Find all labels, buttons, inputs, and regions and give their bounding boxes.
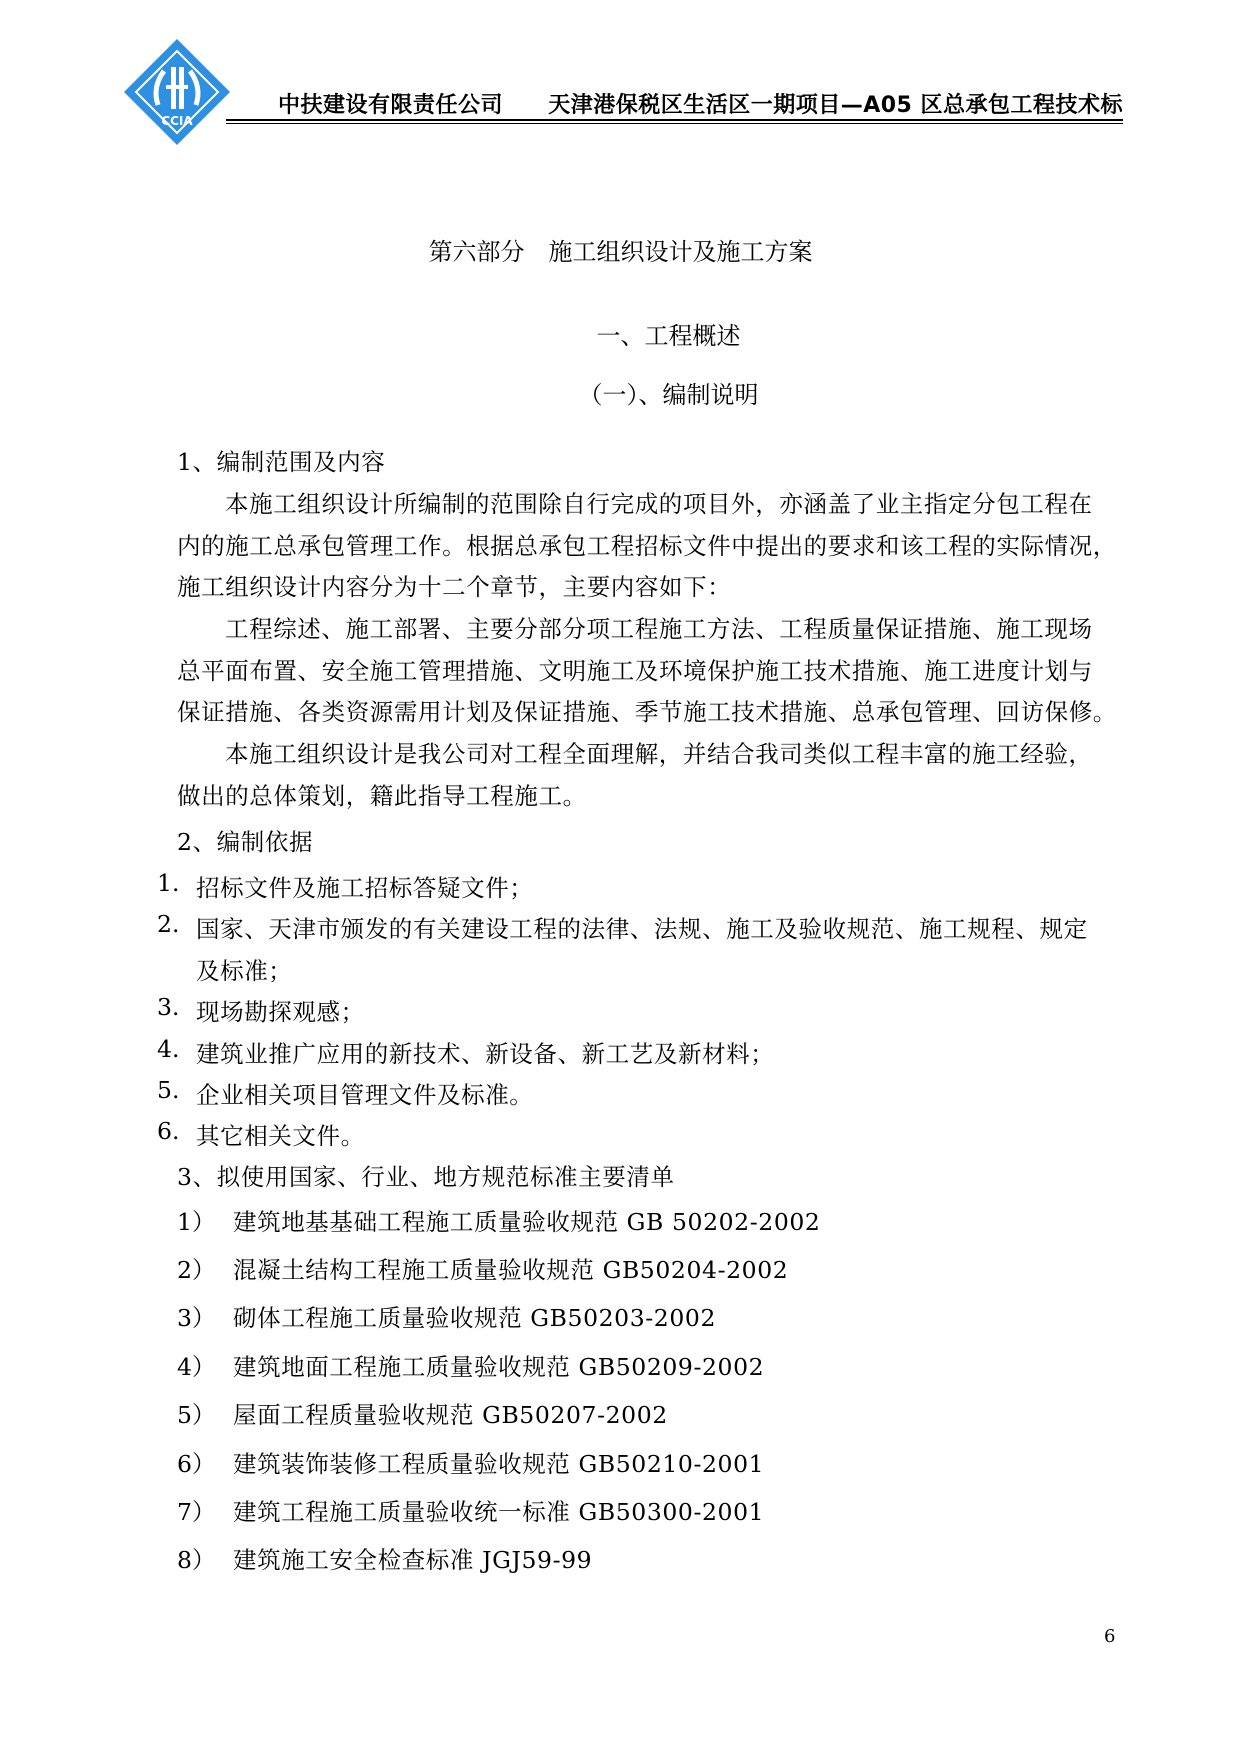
s2-item-text: 招标文件及施工招标答疑文件； [196,874,534,902]
s2-item-text: 建筑业推广应用的新技术、新设备、新工艺及新材料； [196,1040,775,1068]
s2-item-number: 1. [157,869,180,897]
paragraph-line: 保证措施、各类资源需用计划及保证措施、季节施工技术措施、总承包管理、回访保修。 [177,698,1117,726]
s3-item-number: 1） [177,1208,216,1236]
s2-item-text: 现场勘探观感； [196,998,365,1026]
s1-paragraph-1 [177,484,1117,609]
paragraph-line: 总平面布置、安全施工管理措施、文明施工及环境保护施工技术措施、施工进度计划与 [177,656,1093,685]
header-rule [226,119,1123,121]
paragraph-line: 本施工组织设计所编制的范围除自行完成的项目外，亦涵盖了业主指定分包工程在 [225,490,1093,518]
s2-item-text: 企业相关项目管理文件及标准。 [196,1081,534,1109]
paragraph-line: 工程综述、施工部署、主要分部分项工程施工方法、工程质量保证措施、施工现场 [225,615,1093,643]
s3-heading: 3、拟使用国家、行业、地方规范标准主要清单 [177,1163,675,1191]
s3-item-text: 混凝土结构工程施工质量验收规范 GB50204-2002 [233,1256,789,1284]
paragraph-line: 做出的总体策划，籍此指导工程施工。 [177,781,587,810]
s3-item-text: 建筑施工安全检查标准 JGJ59-99 [233,1546,593,1574]
s2-item-text: 其它相关文件。 [196,1122,365,1150]
header-rule-thin [226,123,1123,124]
s3-item-number: 2） [177,1256,216,1284]
s1-paragraph-2 [177,609,1117,734]
paragraph-line: 内的施工总承包管理工作。根据总承包工程招标文件中提出的要求和该工程的实际情况， [177,531,1117,560]
company-logo [122,37,232,152]
s2-item-number: 6. [157,1117,180,1145]
s3-item-text: 屋面工程质量验收规范 GB50207-2002 [233,1401,668,1429]
s3-item-text: 建筑地面工程施工质量验收规范 GB50209-2002 [233,1353,765,1381]
header-company: 中扶建设有限责任公司 [278,93,504,118]
s2-item-number: 4. [157,1035,180,1063]
s3-item-number: 5） [177,1401,216,1429]
s1-paragraph-3 [177,734,1093,817]
s3-item-text: 砌体工程施工质量验收规范 GB50203-2002 [233,1304,717,1332]
paragraph-line: 本施工组织设计是我公司对工程全面理解，并结合我司类似工程丰富的施工经验， [225,740,1093,768]
s3-item-number: 6） [177,1450,216,1478]
s2-heading: 2、编制依据 [177,828,314,856]
s3-item-number: 8） [177,1546,216,1574]
chapter-title: 一、工程概述 [596,322,741,350]
s2-item-text: 国家、天津市颁发的有关建设工程的法律、法规、施工及验收规范、施工规程、规定 [196,915,1088,943]
s3-item-number: 3） [177,1304,216,1332]
s3-item-text: 建筑工程施工质量验收统一标准 GB50300-2001 [233,1498,765,1526]
part-title: 第六部分 施工组织设计及施工方案 [428,238,813,266]
s2-item-number: 5. [157,1076,180,1104]
section-title: （一）、编制说明 [578,381,759,409]
page-number: 6 [1104,1626,1116,1647]
s3-item-number: 7） [177,1498,216,1526]
s3-item-text: 建筑地基基础工程施工质量验收规范 GB 50202-2002 [233,1208,821,1236]
s3-item-number: 4） [177,1353,216,1381]
s2-item-number: 3. [157,993,180,1021]
paragraph-line: 施工组织设计内容分为十二个章节，主要内容如下： [177,573,732,601]
s2-item-number: 2. [157,910,180,938]
logo-text: CCIA [161,114,193,128]
s3-item-text: 建筑装饰装修工程质量验收规范 GB50210-2001 [233,1450,765,1478]
s2-item-text-cont: 及标准； [196,957,293,985]
header-project: 天津港保税区生活区一期项目—A05 区总承包工程技术标 [548,93,1123,118]
s1-heading: 1、编制范围及内容 [177,448,386,476]
